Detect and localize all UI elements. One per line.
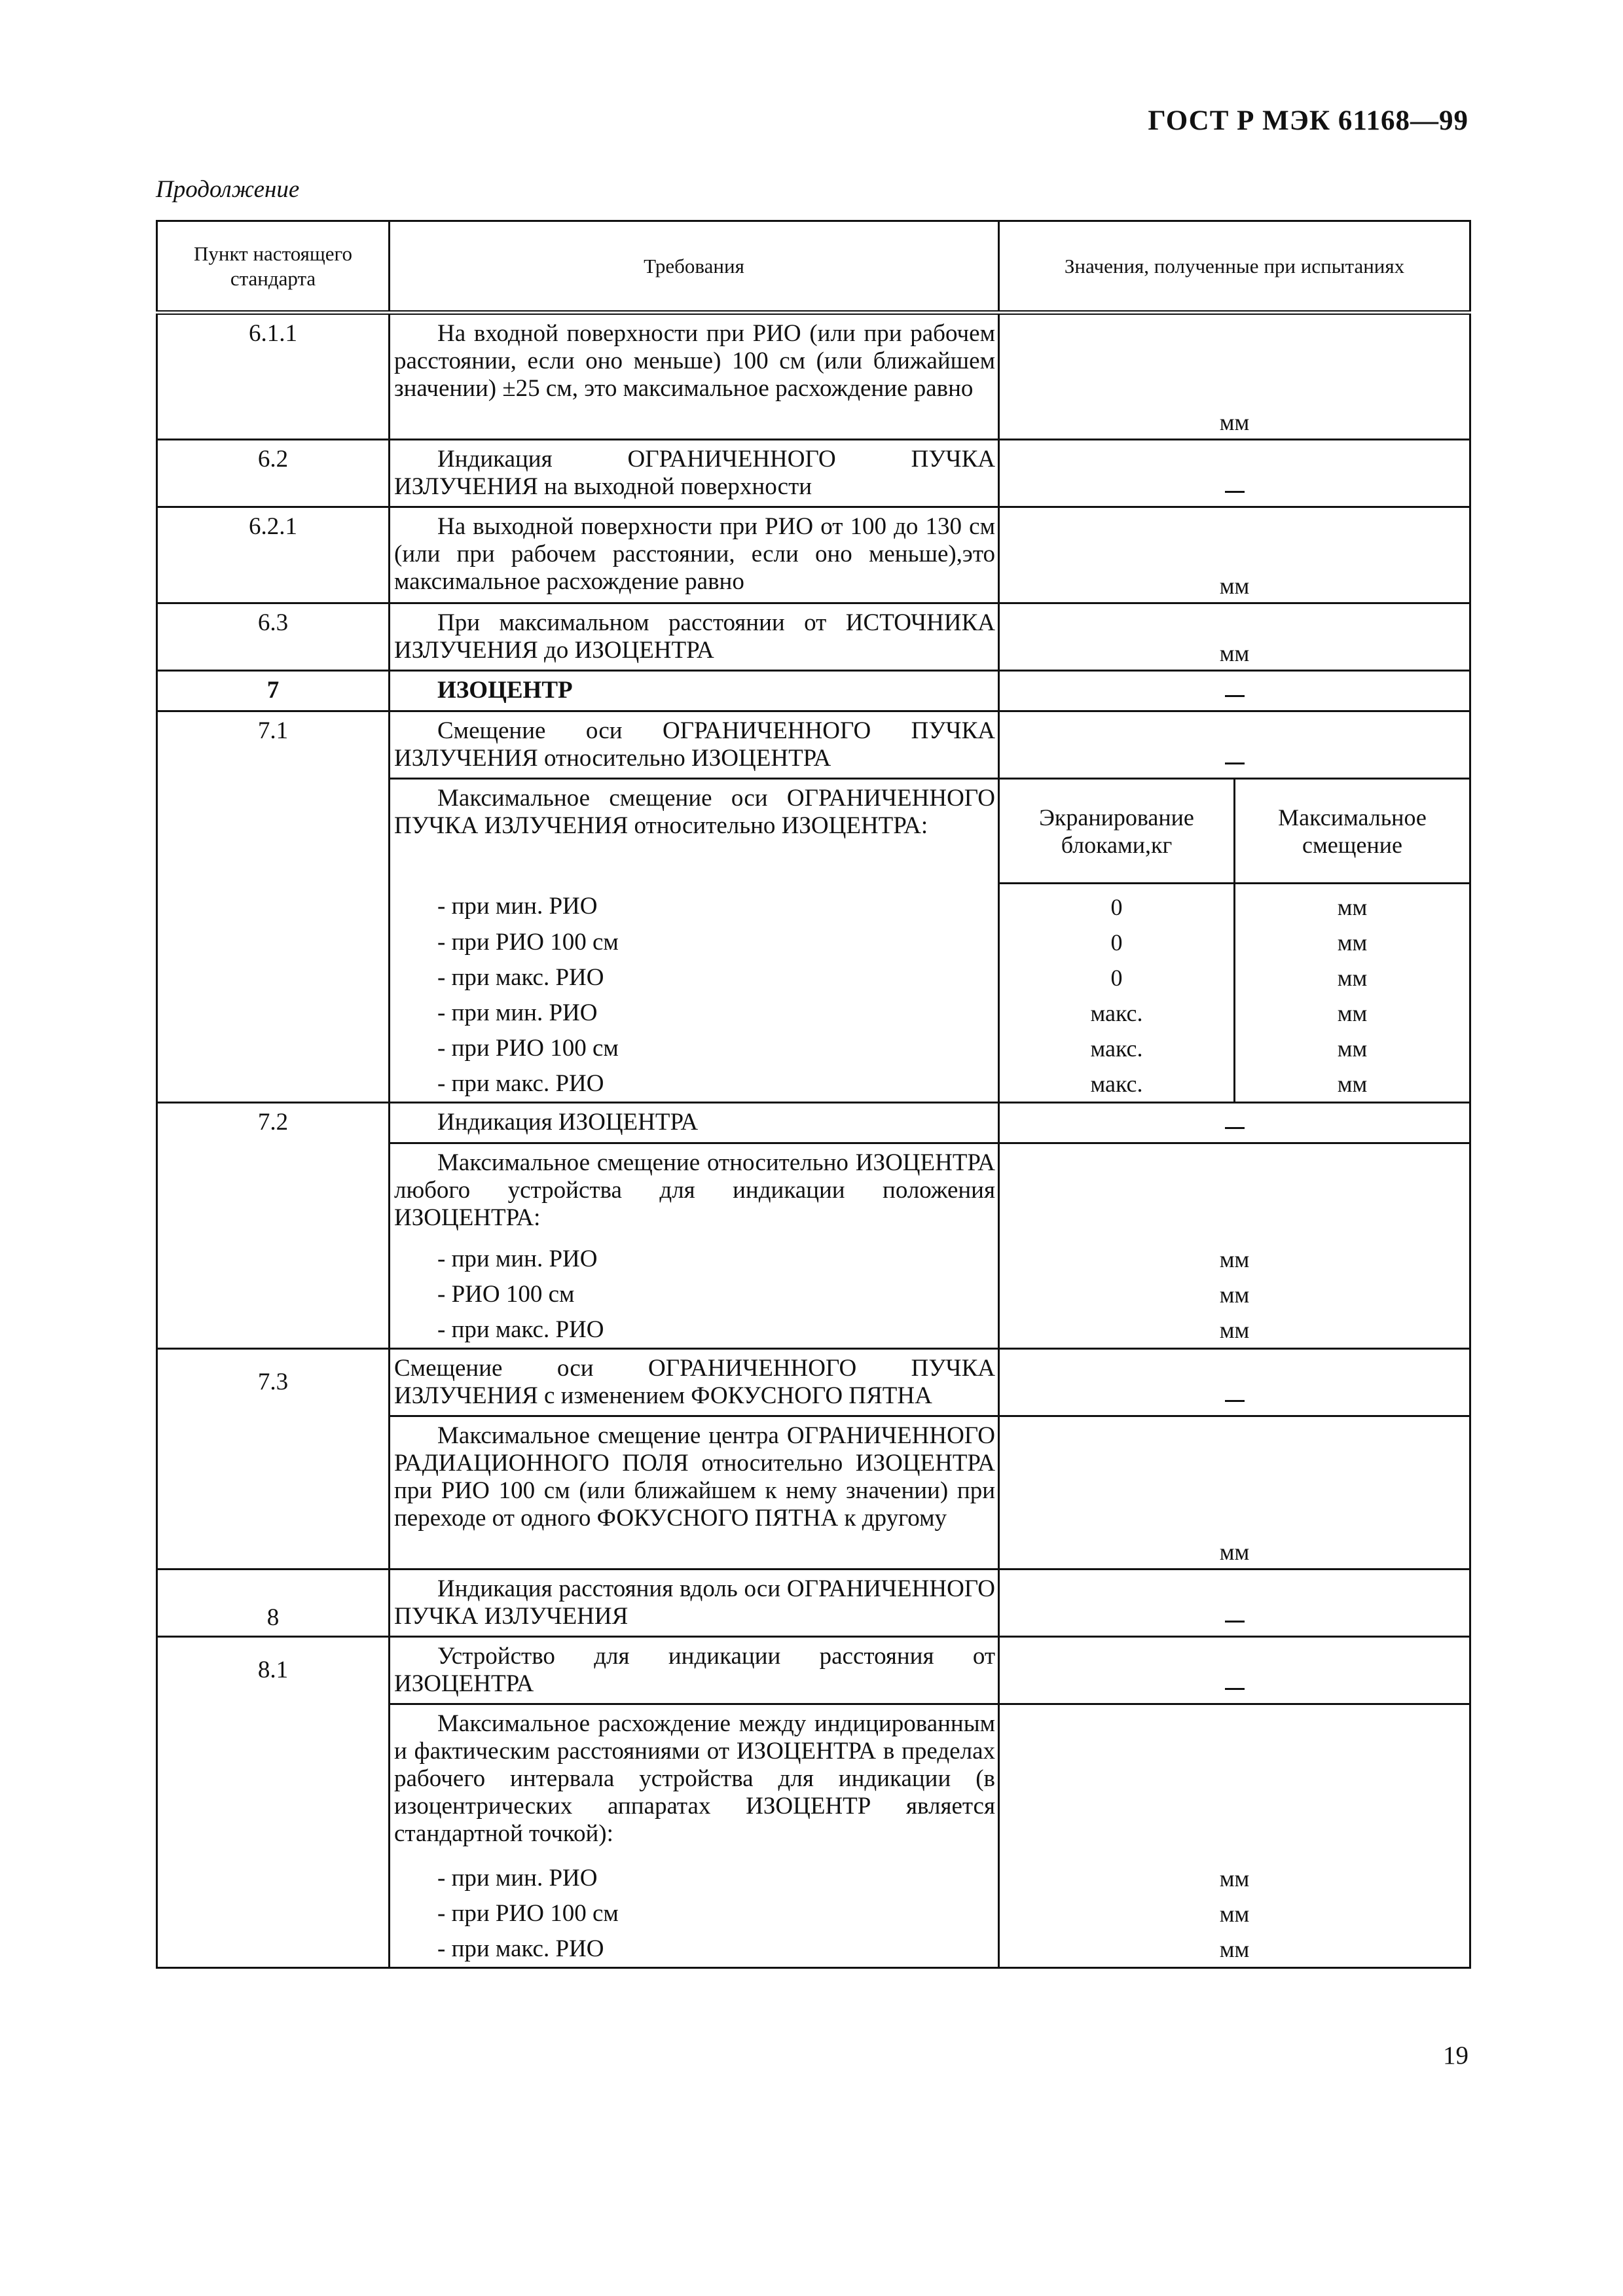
shielding-value: 0	[999, 884, 1235, 925]
sub-item-label: - при мин. РИО	[390, 996, 999, 1031]
table-row	[157, 1348, 1470, 1416]
shielding-value: 0	[999, 960, 1235, 996]
table-row	[157, 507, 1470, 603]
item-number: 6.1.1	[157, 313, 390, 440]
requirement-subtext: Максимальное смещение оси ОГРАНИЧЕННОГО ПУЧКА ИЗЛУЧЕНИЯ относительно ИЗОЦЕНТРА:	[390, 779, 999, 884]
offset-unit: мм	[1235, 1031, 1470, 1066]
requirement-text: ИЗОЦЕНТР	[390, 671, 999, 711]
table-header-row	[157, 221, 1470, 313]
table-row	[157, 925, 1470, 960]
table-row	[157, 603, 1470, 671]
table-row	[157, 1277, 1470, 1312]
value-unit: мм	[999, 1312, 1470, 1349]
item-number: 6.3	[157, 603, 390, 671]
value-unit: мм	[999, 313, 1470, 440]
shielding-value: макс.	[999, 1031, 1235, 1066]
offset-unit: мм	[1235, 996, 1470, 1031]
empty-cell	[999, 1704, 1470, 1861]
table-row	[157, 1143, 1470, 1242]
dash-mark	[1225, 762, 1245, 764]
empty-cell	[157, 1031, 390, 1066]
value-unit: мм	[999, 603, 1470, 671]
dash-mark	[1225, 1621, 1245, 1623]
sub-item-label: - при РИО 100 см	[390, 1031, 999, 1066]
subcolumn-max-offset: Максимальное смещение	[1235, 779, 1470, 884]
value-dash	[999, 671, 1470, 711]
requirement-text: Смещение оси ОГРАНИЧЕННОГО ПУЧКА ИЗЛУЧЕНИЯ с изменением ФОКУСНОГО ПЯТНА	[390, 1348, 999, 1416]
empty-cell	[157, 960, 390, 996]
empty-cell	[157, 996, 390, 1031]
table-row	[157, 960, 1470, 996]
column-header-requirements: Требования	[390, 221, 999, 313]
table-row	[157, 1636, 1470, 1704]
item-number: 8.1	[157, 1636, 390, 1704]
table-row	[157, 1066, 1470, 1103]
table-row	[157, 440, 1470, 507]
sub-item-label: - при макс. РИО	[390, 1066, 999, 1103]
value-unit: мм	[999, 1242, 1470, 1277]
requirement-text: На выходной поверхности при РИО от 100 до 130 см (или при рабочем расстоянии, если оно меньше),это максимальное расхождение равно	[390, 507, 999, 603]
requirement-text: Индикация расстояния вдоль оси ОГРАНИЧЕННОГО ПУЧКА ИЗЛУЧЕНИЯ	[390, 1569, 999, 1636]
sub-item-label: - при макс. РИО	[390, 960, 999, 996]
dash-mark	[1225, 491, 1245, 493]
offset-unit: мм	[1235, 960, 1470, 996]
empty-cell	[157, 1277, 390, 1312]
empty-cell	[157, 1143, 390, 1242]
table-row	[157, 313, 1470, 440]
table-row	[157, 996, 1470, 1031]
empty-cell	[999, 1143, 1470, 1242]
item-number: 7	[157, 671, 390, 711]
column-header-values: Значения, полученные при испытаниях	[999, 221, 1470, 313]
empty-cell	[157, 1861, 390, 1896]
value-unit: мм	[999, 1861, 1470, 1896]
shielding-value: макс.	[999, 1066, 1235, 1103]
dash-mark	[1225, 1688, 1245, 1690]
value-dash	[999, 440, 1470, 507]
requirement-text: Смещение оси ОГРАНИЧЕННОГО ПУЧКА ИЗЛУЧЕНИЯ относительно ИЗОЦЕНТРА	[390, 711, 999, 779]
empty-cell	[157, 1416, 390, 1569]
empty-cell	[157, 1312, 390, 1349]
subcolumn-shielding: Экранирование блоками,кг	[999, 779, 1235, 884]
column-header-item: Пункт настоящего стандарта	[157, 221, 390, 313]
document-code: ГОСТ Р МЭК 61168—99	[1148, 105, 1468, 136]
table-row	[157, 1896, 1470, 1931]
table-row	[157, 1103, 1470, 1143]
empty-cell	[157, 779, 390, 884]
dash-mark	[1225, 695, 1245, 697]
table-row	[157, 711, 1470, 779]
table-row	[157, 1931, 1470, 1968]
value-dash	[999, 711, 1470, 779]
shielding-value: макс.	[999, 996, 1235, 1031]
sub-item-label: - при РИО 100 см	[390, 1896, 999, 1931]
empty-cell	[157, 1066, 390, 1103]
table-row	[157, 1031, 1470, 1066]
value-unit: мм	[999, 1416, 1470, 1569]
sub-item-label: - при макс. РИО	[390, 1931, 999, 1968]
requirement-text: Устройство для индикации расстояния от ИЗОЦЕНТРА	[390, 1636, 999, 1704]
shielding-value: 0	[999, 925, 1235, 960]
table-row	[157, 1861, 1470, 1896]
empty-cell	[157, 1896, 390, 1931]
requirement-subtext: Максимальное смещение относительно ИЗОЦЕНТРА любого устройства для индикации положения ИЗОЦЕНТРА:	[390, 1143, 999, 1242]
dash-mark	[1225, 1400, 1245, 1402]
value-unit: мм	[999, 1931, 1470, 1968]
empty-cell	[157, 1704, 390, 1861]
requirement-text: Индикация ИЗОЦЕНТРА	[390, 1103, 999, 1143]
table-row	[157, 779, 1470, 884]
sub-item-label: - при мин. РИО	[390, 884, 999, 925]
sub-item-label: - при мин. РИО	[390, 1242, 999, 1277]
offset-unit: мм	[1235, 884, 1470, 925]
value-dash	[999, 1348, 1470, 1416]
requirement-text: При максимальном расстоянии от ИСТОЧНИКА ИЗЛУЧЕНИЯ до ИЗОЦЕНТРА	[390, 603, 999, 671]
requirement-subtext: Максимальное смещение центра ОГРАНИЧЕННОГО РАДИАЦИОННОГО ПОЛЯ относительно ИЗОЦЕНТРА при РИО 100 см (или ближайшем к нему значении) при переходе от одного ФОКУСНОГО ПЯТНА к другому	[390, 1416, 999, 1569]
item-number: 8	[157, 1569, 390, 1636]
table-row	[157, 884, 1470, 925]
dash-mark	[1225, 1127, 1245, 1129]
empty-cell	[157, 1931, 390, 1968]
table-row	[157, 1416, 1470, 1569]
value-unit: мм	[999, 507, 1470, 603]
table-row	[157, 1312, 1470, 1349]
empty-cell	[157, 1242, 390, 1277]
item-number: 6.2.1	[157, 507, 390, 603]
offset-unit: мм	[1235, 925, 1470, 960]
page-number: 19	[1443, 2041, 1468, 2070]
sub-item-label: - при мин. РИО	[390, 1861, 999, 1896]
offset-unit: мм	[1235, 1066, 1470, 1103]
item-number: 6.2	[157, 440, 390, 507]
requirement-text: Индикация ОГРАНИЧЕННОГО ПУЧКА ИЗЛУЧЕНИЯ на выходной поверхности	[390, 440, 999, 507]
empty-cell	[157, 925, 390, 960]
value-unit: мм	[999, 1277, 1470, 1312]
empty-cell	[157, 884, 390, 925]
requirement-subtext: Максимальное расхождение между индицированным и фактическим расстояниями от ИЗОЦЕНТРА в пределах рабочего интервала устройства для индикации (в изоцентрических аппаратах ИЗОЦЕНТР является стандартной точкой):	[390, 1704, 999, 1861]
value-dash	[999, 1569, 1470, 1636]
value-dash	[999, 1636, 1470, 1704]
value-dash	[999, 1103, 1470, 1143]
requirement-text: На входной поверхности при РИО (или при рабочем расстоянии, если оно меньше) 100 см (или ближайшем значении) ±25 см, это максимальное расхождение равно	[390, 313, 999, 440]
sub-item-label: - РИО 100 см	[390, 1277, 999, 1312]
table-row	[157, 1569, 1470, 1636]
requirements-table	[156, 220, 1471, 1969]
item-number: 7.1	[157, 711, 390, 779]
item-number: 7.2	[157, 1103, 390, 1143]
sub-item-label: - при макс. РИО	[390, 1312, 999, 1349]
continuation-label: Продолжение	[156, 176, 300, 203]
table-row	[157, 671, 1470, 711]
item-number: 7.3	[157, 1348, 390, 1416]
table-row	[157, 1242, 1470, 1277]
value-unit: мм	[999, 1896, 1470, 1931]
sub-item-label: - при РИО 100 см	[390, 925, 999, 960]
table-row	[157, 1704, 1470, 1861]
